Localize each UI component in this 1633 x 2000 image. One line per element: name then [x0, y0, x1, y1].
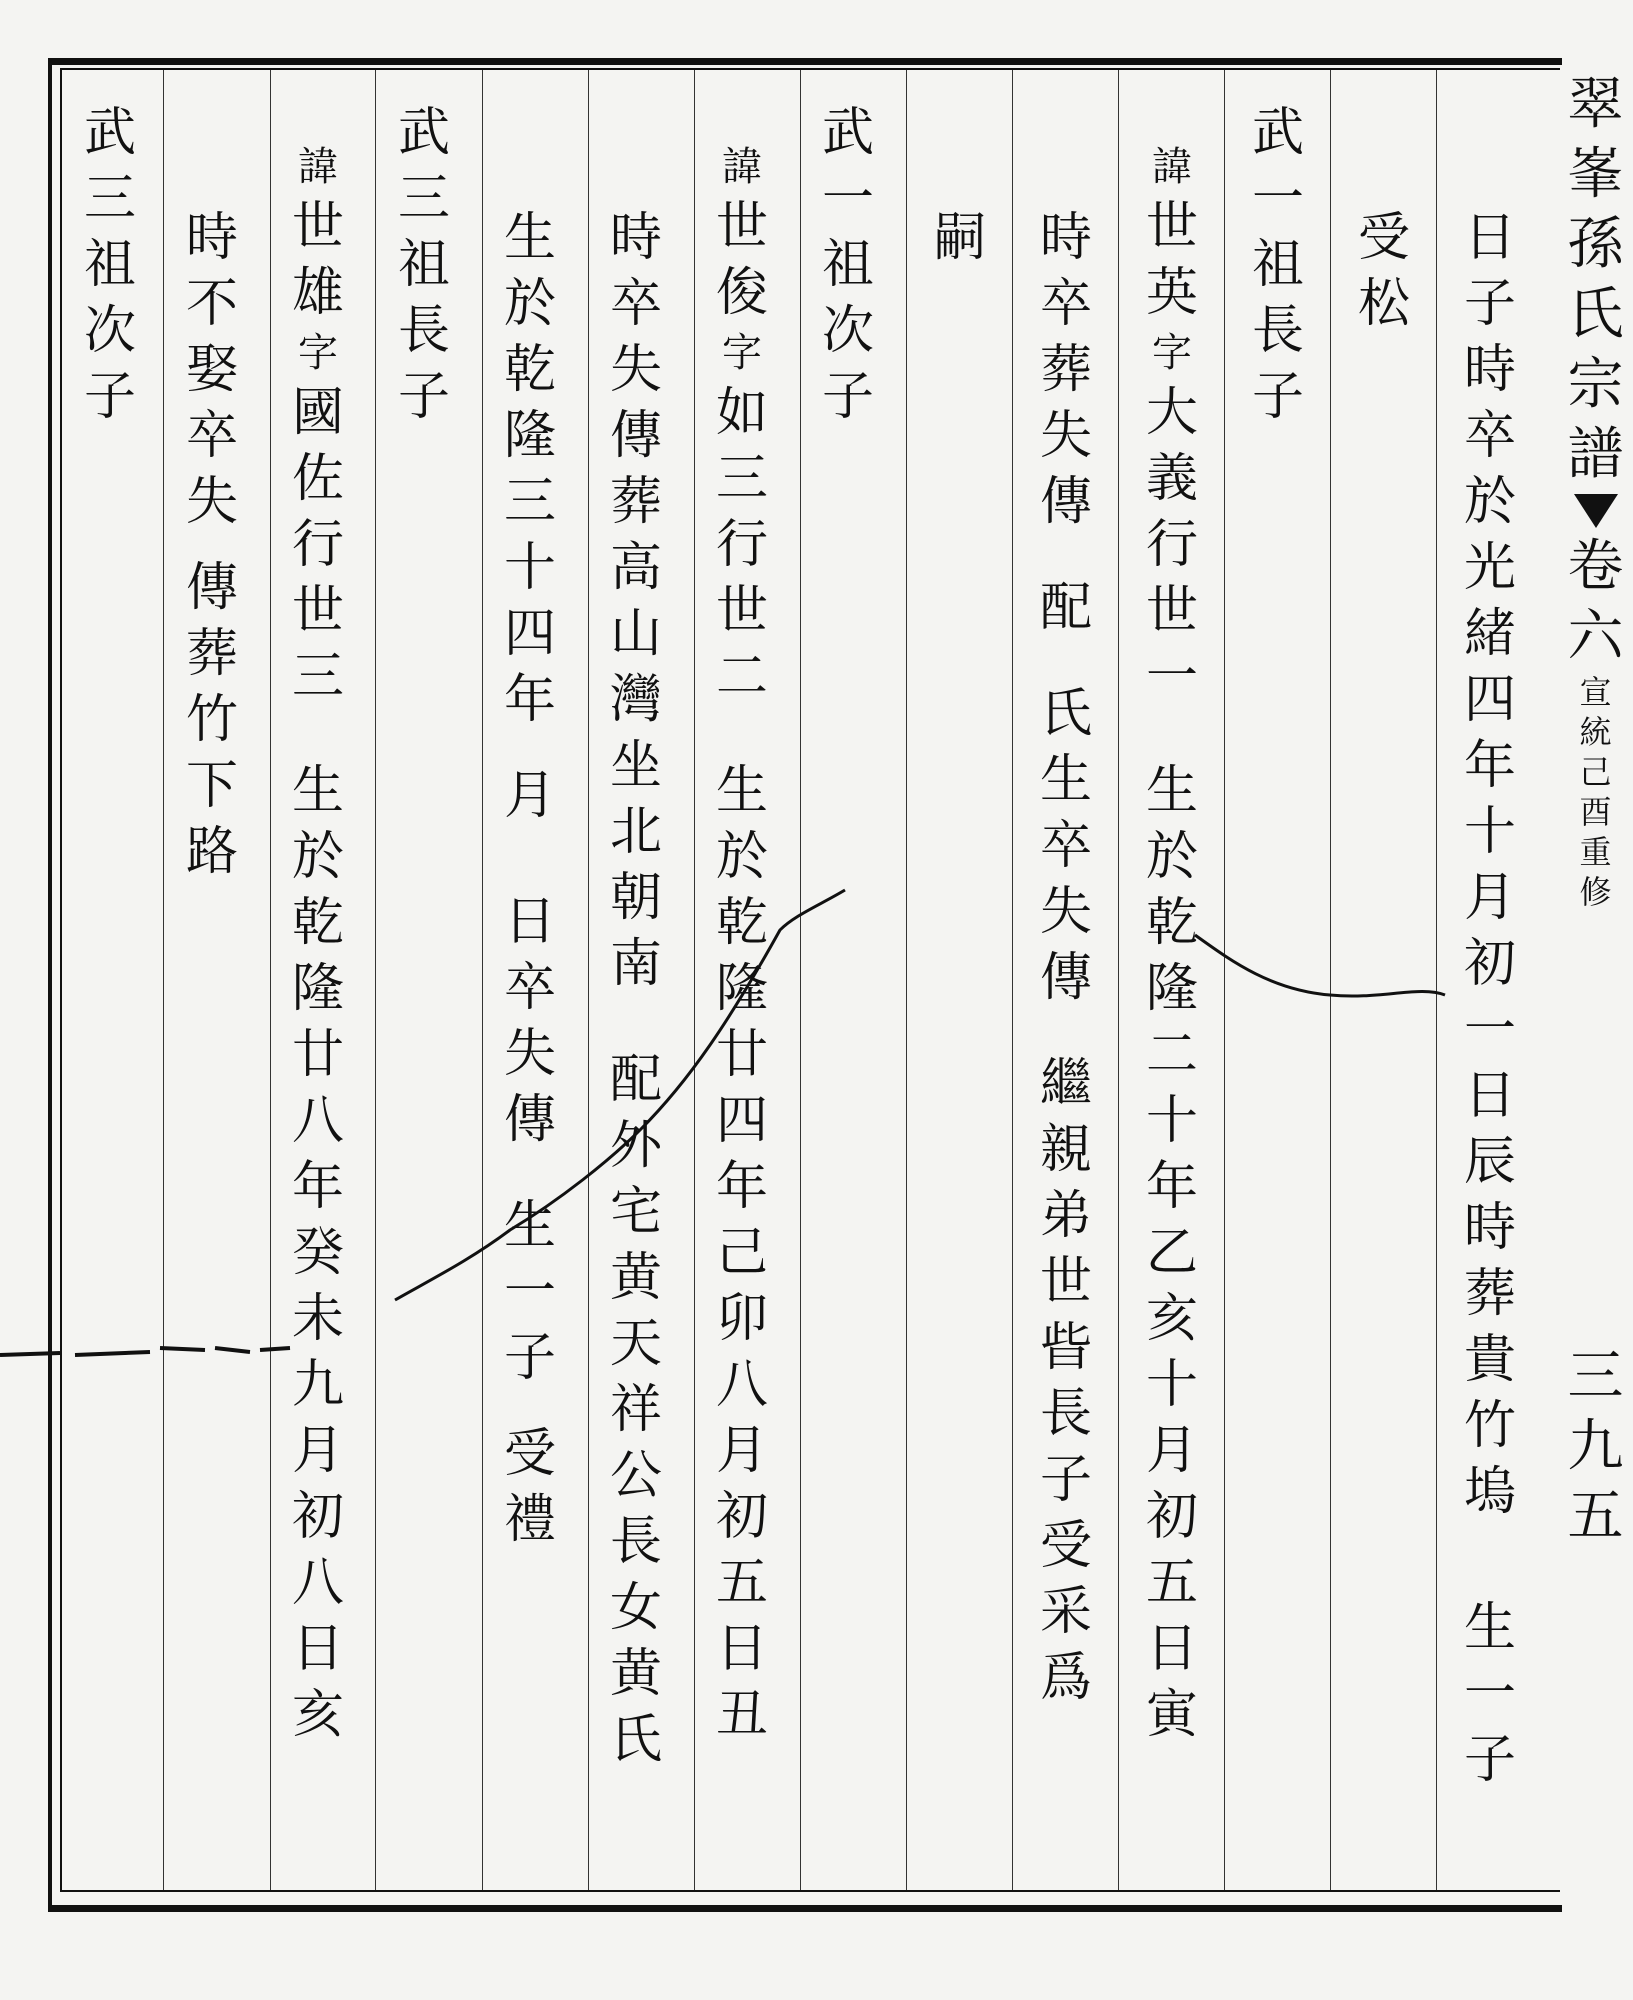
col5-seg2 [1026, 575, 1106, 641]
glyph: 光 [1463, 538, 1516, 598]
glyph: 氏 [1567, 282, 1624, 347]
glyph: 葬 [1463, 1264, 1516, 1324]
glyph: 日 [1463, 208, 1516, 268]
glyph: 生 [291, 761, 344, 821]
glyph: 生 [1463, 1598, 1516, 1658]
glyph: 亥 [291, 1685, 344, 1745]
glyph: 月 [715, 1421, 768, 1481]
glyph: 初 [1463, 934, 1516, 994]
glyph: 月 [1463, 868, 1516, 928]
glyph: 貴 [1463, 1330, 1516, 1390]
glyph: 行 [1145, 515, 1198, 575]
glyph: 繼 [1039, 1054, 1092, 1114]
glyph: 卒 [609, 274, 662, 334]
glyph: 卒 [1463, 406, 1516, 466]
glyph: 失 [185, 472, 238, 532]
glyph: 弟 [1039, 1186, 1092, 1246]
col12-seg1 [278, 140, 358, 194]
col12-seg4 [278, 380, 358, 710]
glyph: 卷 [1567, 534, 1624, 599]
glyph: 卒 [185, 406, 238, 466]
glyph: 雄 [291, 263, 344, 323]
glyph: 己 [715, 1223, 768, 1283]
glyph: 於 [291, 827, 344, 887]
glyph: 日 [1145, 1619, 1198, 1679]
glyph: 宣 [1579, 673, 1612, 711]
glyph: 生 [1145, 761, 1198, 821]
glyph: 八 [291, 1091, 344, 1151]
glyph: 長 [609, 1512, 662, 1572]
glyph: 子 [503, 1328, 556, 1388]
glyph: 大 [1145, 383, 1198, 443]
glyph: 氏 [1039, 684, 1092, 744]
glyph: 氏 [609, 1710, 662, 1770]
col4-seg4 [1132, 380, 1212, 710]
glyph: 廿 [715, 1025, 768, 1085]
glyph: 四 [1463, 670, 1516, 730]
column-rule [588, 70, 589, 1890]
col6-seg1 [920, 205, 1000, 271]
col5-seg3 [1026, 681, 1106, 1011]
glyph: 高 [609, 538, 662, 598]
glyph: 祥 [609, 1380, 662, 1440]
glyph: 一 [1463, 1000, 1516, 1060]
glyph: 禮 [503, 1490, 556, 1550]
glyph: 一 [1463, 1664, 1516, 1724]
glyph: 翠 [1567, 72, 1624, 137]
glyph: 乾 [1145, 893, 1198, 953]
glyph: 佐 [291, 449, 344, 509]
glyph: 月 [291, 1421, 344, 1481]
glyph: 乙 [1145, 1223, 1198, 1283]
book-title [1561, 70, 1631, 490]
glyph: 孫 [1567, 212, 1624, 277]
glyph: 竹 [1463, 1396, 1516, 1456]
glyph: 子 [1039, 1450, 1092, 1510]
page-number [1561, 1342, 1631, 1552]
text-column-7 [808, 100, 888, 430]
glyph: 諱 [1152, 144, 1192, 190]
glyph: 卯 [715, 1289, 768, 1349]
glyph: 峯 [1567, 142, 1624, 207]
text-column-6 [920, 205, 1000, 271]
glyph: 受 [503, 1424, 556, 1484]
glyph: 於 [1463, 472, 1516, 532]
text-column-10 [490, 205, 570, 1553]
col12-seg2 [278, 194, 358, 326]
glyph: 嗣 [933, 208, 986, 268]
glyph: 葬 [185, 624, 238, 684]
text-column-2 [1344, 205, 1424, 337]
glyph: 灣 [609, 670, 662, 730]
col4-seg5 [1132, 758, 1212, 1748]
glyph: 卒 [1039, 274, 1092, 334]
column-rule [482, 70, 483, 1890]
glyph: 北 [609, 802, 662, 862]
glyph: 配 [609, 1050, 662, 1110]
column-rule [1330, 70, 1331, 1890]
glyph: 傳 [609, 406, 662, 466]
glyph: 采 [1039, 1582, 1092, 1642]
glyph: 九 [1567, 1414, 1624, 1479]
col8-seg3 [702, 326, 782, 380]
column-rule [270, 70, 271, 1890]
glyph: 傳 [1039, 472, 1092, 532]
glyph: 國 [291, 383, 344, 443]
col1-seg1 [1450, 205, 1530, 1525]
glyph: 子 [821, 367, 874, 427]
glyph: 六 [1567, 604, 1624, 669]
glyph: 世 [715, 197, 768, 257]
column-rule [1224, 70, 1225, 1890]
glyph: 隆 [291, 959, 344, 1019]
glyph: 時 [1463, 1198, 1516, 1258]
glyph: 世 [715, 581, 768, 641]
glyph: 一 [821, 169, 874, 229]
glyph: 字 [1152, 330, 1192, 376]
glyph: 傳 [503, 1090, 556, 1150]
glyph: 祖 [83, 235, 136, 295]
col5-seg1 [1026, 205, 1106, 535]
glyph: 於 [715, 827, 768, 887]
glyph: 九 [291, 1355, 344, 1415]
glyph: 傳 [185, 558, 238, 618]
glyph: 年 [291, 1157, 344, 1217]
column-rule [163, 70, 164, 1890]
edition-label [1561, 672, 1631, 912]
col11-seg1 [384, 100, 464, 430]
glyph: 外 [609, 1116, 662, 1176]
glyph: 朝 [609, 868, 662, 928]
col8-seg5 [702, 758, 782, 1748]
glyph: 字 [298, 330, 338, 376]
glyph: 失 [1039, 406, 1092, 466]
col13-seg2 [172, 555, 252, 885]
col13-seg1 [172, 205, 252, 535]
glyph: 娶 [185, 340, 238, 400]
glyph: 受 [1357, 208, 1410, 268]
column-rule [1118, 70, 1119, 1890]
glyph: 初 [291, 1487, 344, 1547]
glyph: 三 [83, 169, 136, 229]
col10-seg2 [490, 763, 570, 829]
glyph: 乾 [291, 893, 344, 953]
glyph: 年 [1463, 736, 1516, 796]
glyph: 隆 [715, 959, 768, 1019]
glyph: 未 [291, 1289, 344, 1349]
text-column-1 [1450, 205, 1530, 1793]
col3-seg1 [1238, 100, 1318, 430]
glyph: 四 [503, 604, 556, 664]
glyph: 爲 [1039, 1648, 1092, 1708]
glyph: 十 [1145, 1355, 1198, 1415]
glyph: 十 [1463, 802, 1516, 862]
glyph: 隆 [503, 406, 556, 466]
glyph: 月 [1145, 1421, 1198, 1481]
col12-seg5 [278, 758, 358, 1748]
glyph: 武 [397, 103, 450, 163]
col10-seg1 [490, 205, 570, 733]
glyph: 子 [397, 367, 450, 427]
glyph: 四 [715, 1091, 768, 1151]
glyph: 十 [1145, 1091, 1198, 1151]
glyph: 生 [1039, 750, 1092, 810]
glyph: 廿 [291, 1025, 344, 1085]
glyph: 初 [1145, 1487, 1198, 1547]
glyph: 子 [83, 367, 136, 427]
glyph: 親 [1039, 1120, 1092, 1180]
glyph: 乾 [503, 340, 556, 400]
glyph: 義 [1145, 449, 1198, 509]
glyph: 月 [503, 766, 556, 826]
glyph: 世 [291, 581, 344, 641]
glyph: 失 [503, 1024, 556, 1084]
glyph: 路 [185, 822, 238, 882]
glyph: 卒 [503, 958, 556, 1018]
glyph: 字 [722, 330, 762, 376]
glyph: 於 [503, 274, 556, 334]
glyph: 日 [291, 1619, 344, 1679]
text-column-3 [1238, 100, 1318, 430]
col10-seg3 [490, 889, 570, 1153]
glyph: 公 [609, 1446, 662, 1506]
glyph: 癸 [291, 1223, 344, 1283]
col14-seg1 [70, 100, 150, 430]
glyph: 一 [1251, 169, 1304, 229]
glyph: 八 [715, 1355, 768, 1415]
glyph: 傳 [1039, 948, 1092, 1008]
glyph: 世 [1145, 581, 1198, 641]
glyph: 天 [609, 1314, 662, 1374]
glyph: 葬 [1039, 340, 1092, 400]
glyph: 世 [1145, 197, 1198, 257]
column-rule [1012, 70, 1013, 1890]
glyph: 次 [83, 301, 136, 361]
col4-seg3 [1132, 326, 1212, 380]
glyph: 己 [1579, 753, 1612, 791]
glyph: 乾 [715, 893, 768, 953]
glyph: 松 [1357, 274, 1410, 334]
col2-seg1 [1344, 205, 1424, 337]
glyph: 失 [609, 340, 662, 400]
glyph: 譜 [1567, 422, 1624, 487]
glyph: 隆 [1145, 959, 1198, 1019]
glyph: 行 [291, 515, 344, 575]
glyph: 葬 [609, 472, 662, 532]
column-rule [906, 70, 907, 1890]
text-column-4 [1132, 140, 1212, 1748]
glyph: 日 [1463, 1066, 1516, 1126]
glyph: 五 [1567, 1484, 1624, 1549]
glyph: 三 [715, 449, 768, 509]
col4-seg2 [1132, 194, 1212, 326]
glyph: 下 [185, 756, 238, 816]
glyph: 受 [1039, 1516, 1092, 1576]
glyph: 不 [185, 274, 238, 334]
glyph: 南 [609, 934, 662, 994]
glyph: 祖 [821, 235, 874, 295]
glyph: 祖 [397, 235, 450, 295]
glyph: 三 [1567, 1344, 1624, 1409]
glyph: 二 [1145, 1025, 1198, 1085]
glyph: 時 [1463, 340, 1516, 400]
glyph: 長 [1251, 301, 1304, 361]
glyph: 諱 [722, 144, 762, 190]
col8-seg2 [702, 194, 782, 326]
glyph: 黄 [609, 1248, 662, 1308]
col12-seg3 [278, 326, 358, 380]
page-margin [1558, 70, 1633, 1900]
glyph: 緒 [1463, 604, 1516, 664]
glyph: 坐 [609, 736, 662, 796]
glyph: 年 [715, 1157, 768, 1217]
col5-seg4 [1026, 1051, 1106, 1711]
glyph: 五 [1145, 1553, 1198, 1613]
col1-seg2 [1450, 1595, 1530, 1793]
glyph: 生 [503, 1196, 556, 1256]
col8-seg1 [702, 140, 782, 194]
glyph: 武 [83, 103, 136, 163]
glyph: 長 [397, 301, 450, 361]
glyph: 如 [715, 383, 768, 443]
glyph: 世 [1039, 1252, 1092, 1312]
col8-seg4 [702, 380, 782, 710]
volume-label [1561, 532, 1631, 672]
glyph: 寅 [1145, 1685, 1198, 1745]
col7-seg1 [808, 100, 888, 430]
glyph: 年 [1145, 1157, 1198, 1217]
col9-seg1 [596, 205, 676, 997]
glyph: 女 [609, 1578, 662, 1638]
glyph: 行 [715, 515, 768, 575]
text-column-9 [596, 205, 676, 1773]
glyph: 宗 [1567, 352, 1624, 417]
glyph: 二 [715, 647, 768, 707]
text-column-8 [702, 140, 782, 1748]
col9-seg2 [596, 1047, 676, 1773]
glyph: 三 [503, 472, 556, 532]
glyph: 黄 [609, 1644, 662, 1704]
column-rule [1436, 70, 1437, 1890]
col10-seg5 [490, 1421, 570, 1553]
glyph: 五 [715, 1553, 768, 1613]
text-column-12 [278, 140, 358, 1748]
glyph: 次 [821, 301, 874, 361]
column-rule [375, 70, 376, 1890]
glyph: 宅 [609, 1182, 662, 1242]
glyph: 修 [1579, 873, 1612, 911]
column-rule [694, 70, 695, 1890]
col10-seg4 [490, 1193, 570, 1391]
glyph: 子 [1463, 274, 1516, 334]
glyph: 㫮 [1039, 1318, 1092, 1378]
glyph: 十 [503, 538, 556, 598]
glyph: 日 [503, 892, 556, 952]
glyph: 時 [1039, 208, 1092, 268]
glyph: 一 [503, 1262, 556, 1322]
glyph: 於 [1145, 827, 1198, 887]
glyph: 年 [503, 670, 556, 730]
glyph: 卒 [1039, 816, 1092, 876]
text-column-14 [70, 100, 150, 430]
text-column-13 [172, 205, 252, 885]
glyph: 竹 [185, 690, 238, 750]
glyph: 生 [715, 761, 768, 821]
glyph: 統 [1579, 713, 1612, 751]
glyph: 八 [291, 1553, 344, 1613]
glyph: 初 [715, 1487, 768, 1547]
glyph: 祖 [1251, 235, 1304, 295]
glyph: 武 [1251, 103, 1304, 163]
glyph: 時 [609, 208, 662, 268]
glyph: 三 [291, 647, 344, 707]
glyph: 山 [609, 604, 662, 664]
glyph: 英 [1145, 263, 1198, 323]
glyph: 生 [503, 208, 556, 268]
glyph: 世 [291, 197, 344, 257]
text-column-5 [1026, 205, 1106, 1711]
glyph: 武 [821, 103, 874, 163]
glyph: 日 [715, 1619, 768, 1679]
glyph: 子 [1251, 367, 1304, 427]
column-rule [800, 70, 801, 1890]
glyph: 長 [1039, 1384, 1092, 1444]
glyph: 三 [397, 169, 450, 229]
glyph: 俊 [715, 263, 768, 323]
text-column-11 [384, 100, 464, 430]
glyph: 諱 [298, 144, 338, 190]
col4-seg1 [1132, 140, 1212, 194]
glyph: 重 [1579, 833, 1612, 871]
glyph: 塢 [1463, 1462, 1516, 1522]
fishtail-mark [1574, 494, 1618, 528]
glyph: 酉 [1579, 793, 1612, 831]
glyph: 丑 [715, 1685, 768, 1745]
glyph: 一 [1145, 647, 1198, 707]
glyph: 亥 [1145, 1289, 1198, 1349]
glyph: 辰 [1463, 1132, 1516, 1192]
glyph: 失 [1039, 882, 1092, 942]
glyph: 配 [1039, 578, 1092, 638]
glyph: 子 [1463, 1730, 1516, 1790]
glyph: 時 [185, 208, 238, 268]
